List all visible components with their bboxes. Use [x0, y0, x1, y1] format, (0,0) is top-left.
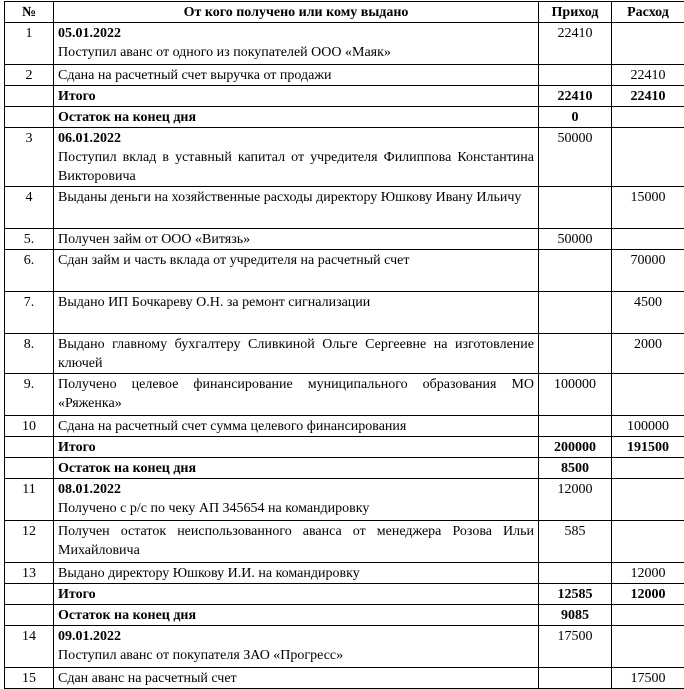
row-description [54, 479, 539, 521]
row-income [539, 563, 612, 584]
table-row [5, 292, 684, 334]
summary-row [5, 584, 684, 605]
table-row [5, 416, 684, 437]
row-expense: 70000 [612, 250, 684, 292]
row-expense [612, 626, 684, 668]
row-expense [612, 479, 684, 521]
row-description-text: Сдана на расчетный счет сумма целевого финансирования [58, 419, 406, 434]
row-description-text: Получен остаток неиспользованного аванса от менеджера Розова Ильи Михайловича [58, 524, 534, 558]
row-expense: 15000 [612, 187, 684, 229]
row-income: 22410 [539, 86, 612, 107]
row-income: 12000 [539, 479, 612, 521]
table-row [5, 250, 684, 292]
summary-row [5, 107, 684, 128]
row-date: 09.01.2022 [58, 627, 534, 646]
row-description-text: Итого [58, 440, 96, 455]
row-number: 14 [5, 626, 54, 668]
row-expense [612, 229, 684, 250]
row-description [54, 229, 539, 250]
row-description-text: Итого [58, 587, 96, 602]
row-number: 4 [5, 187, 54, 229]
row-description [54, 416, 539, 437]
row-number: 7. [5, 292, 54, 334]
row-income [539, 65, 612, 86]
row-number: 3 [5, 128, 54, 187]
row-description [54, 187, 539, 229]
row-description [54, 584, 539, 605]
row-expense [612, 128, 684, 187]
row-number: 9. [5, 374, 54, 416]
row-expense [612, 374, 684, 416]
row-description-text: Итого [58, 89, 96, 104]
row-income: 9085 [539, 605, 612, 626]
summary-row [5, 605, 684, 626]
summary-row [5, 437, 684, 458]
row-description-text: Получен займ от ООО «Витязь» [58, 232, 250, 247]
row-income: 50000 [539, 128, 612, 187]
row-expense [612, 605, 684, 626]
row-income: 22410 [539, 23, 612, 65]
row-description [54, 86, 539, 107]
row-description-text: Поступил вклад в уставный капитал от учредителя Филиппова Константина Викторовича [58, 150, 534, 184]
row-description-text: Поступил аванс от одного из покупателей ООО «Маяк» [58, 45, 391, 60]
row-description [54, 334, 539, 374]
row-number: 5. [5, 229, 54, 250]
table-row [5, 374, 684, 416]
row-description [54, 437, 539, 458]
row-number: 1 [5, 23, 54, 65]
header-income: Приход [539, 2, 612, 23]
row-expense: 22410 [612, 86, 684, 107]
row-expense: 12000 [612, 563, 684, 584]
cash-ledger-table [4, 1, 684, 689]
row-description-text: Получено целевое финансирование муниципального образования МО «Ряженка» [58, 377, 534, 411]
ledger-wrapper [4, 1, 684, 689]
row-description-text: Выданы деньги на хозяйственные расходы директору Юшкову Ивану Ильичу [58, 190, 521, 205]
row-income [539, 250, 612, 292]
row-description [54, 605, 539, 626]
row-expense: 4500 [612, 292, 684, 334]
row-date: 08.01.2022 [58, 480, 534, 499]
row-description [54, 107, 539, 128]
row-description [54, 128, 539, 187]
row-income [539, 416, 612, 437]
row-income: 100000 [539, 374, 612, 416]
row-expense: 17500 [612, 668, 684, 689]
summary-row [5, 86, 684, 107]
table-row [5, 128, 684, 187]
row-number: 11 [5, 479, 54, 521]
row-expense: 12000 [612, 584, 684, 605]
row-description-text: Выдано ИП Бочкареву О.Н. за ремонт сигнализации [58, 295, 370, 310]
row-description-text: Сдан займ и часть вклада от учредителя на расчетный счет [58, 253, 409, 268]
row-description [54, 23, 539, 65]
table-row [5, 187, 684, 229]
row-description-text: Сдана на расчетный счет выручка от продажи [58, 68, 332, 83]
row-number: 6. [5, 250, 54, 292]
row-number: 10 [5, 416, 54, 437]
row-description-text: Поступил аванс от покупателя ЗАО «Прогресс» [58, 648, 343, 663]
row-income [539, 334, 612, 374]
row-expense [612, 107, 684, 128]
row-number [5, 437, 54, 458]
table-row [5, 479, 684, 521]
row-expense: 191500 [612, 437, 684, 458]
row-description-text: Получено с р/с по чеку АП 345654 на командировку [58, 501, 369, 516]
row-number [5, 458, 54, 479]
header-expense: Расход [612, 2, 684, 23]
row-income: 585 [539, 521, 612, 563]
row-income: 8500 [539, 458, 612, 479]
row-number [5, 107, 54, 128]
row-income: 200000 [539, 437, 612, 458]
row-description [54, 521, 539, 563]
ledger-body [5, 23, 684, 689]
row-description-text: Остаток на конец дня [58, 110, 196, 125]
row-number: 8. [5, 334, 54, 374]
row-expense [612, 458, 684, 479]
row-income [539, 187, 612, 229]
table-row [5, 334, 684, 374]
row-income [539, 668, 612, 689]
row-number: 2 [5, 65, 54, 86]
table-row [5, 65, 684, 86]
row-number: 12 [5, 521, 54, 563]
header-desc: От кого получено или кому выдано [54, 2, 539, 23]
row-description [54, 65, 539, 86]
row-date: 05.01.2022 [58, 24, 534, 43]
row-expense: 100000 [612, 416, 684, 437]
header-row [5, 2, 684, 23]
row-income: 0 [539, 107, 612, 128]
row-number: 15 [5, 668, 54, 689]
table-row [5, 668, 684, 689]
row-income: 12585 [539, 584, 612, 605]
row-number [5, 605, 54, 626]
row-description [54, 668, 539, 689]
table-row [5, 521, 684, 563]
row-expense [612, 23, 684, 65]
table-row [5, 229, 684, 250]
row-income [539, 292, 612, 334]
row-description-text: Выдано главному бухгалтеру Сливкиной Ольге Сергеевне на изготовление ключей [58, 337, 534, 371]
row-description-text: Остаток на конец дня [58, 608, 196, 623]
row-income: 17500 [539, 626, 612, 668]
row-number [5, 86, 54, 107]
row-description [54, 250, 539, 292]
table-row [5, 563, 684, 584]
row-number [5, 584, 54, 605]
row-description-text: Остаток на конец дня [58, 461, 196, 476]
row-expense [612, 521, 684, 563]
row-description [54, 374, 539, 416]
row-number: 13 [5, 563, 54, 584]
row-description-text: Сдан аванс на расчетный счет [58, 671, 237, 686]
row-description-text: Выдано директору Юшкову И.И. на командировку [58, 566, 360, 581]
row-income: 50000 [539, 229, 612, 250]
row-description [54, 563, 539, 584]
row-expense: 2000 [612, 334, 684, 374]
table-row [5, 626, 684, 668]
row-date: 06.01.2022 [58, 129, 534, 148]
row-description [54, 292, 539, 334]
row-description [54, 626, 539, 668]
row-expense: 22410 [612, 65, 684, 86]
header-num: № [5, 2, 54, 23]
summary-row [5, 458, 684, 479]
table-row [5, 23, 684, 65]
row-description [54, 458, 539, 479]
